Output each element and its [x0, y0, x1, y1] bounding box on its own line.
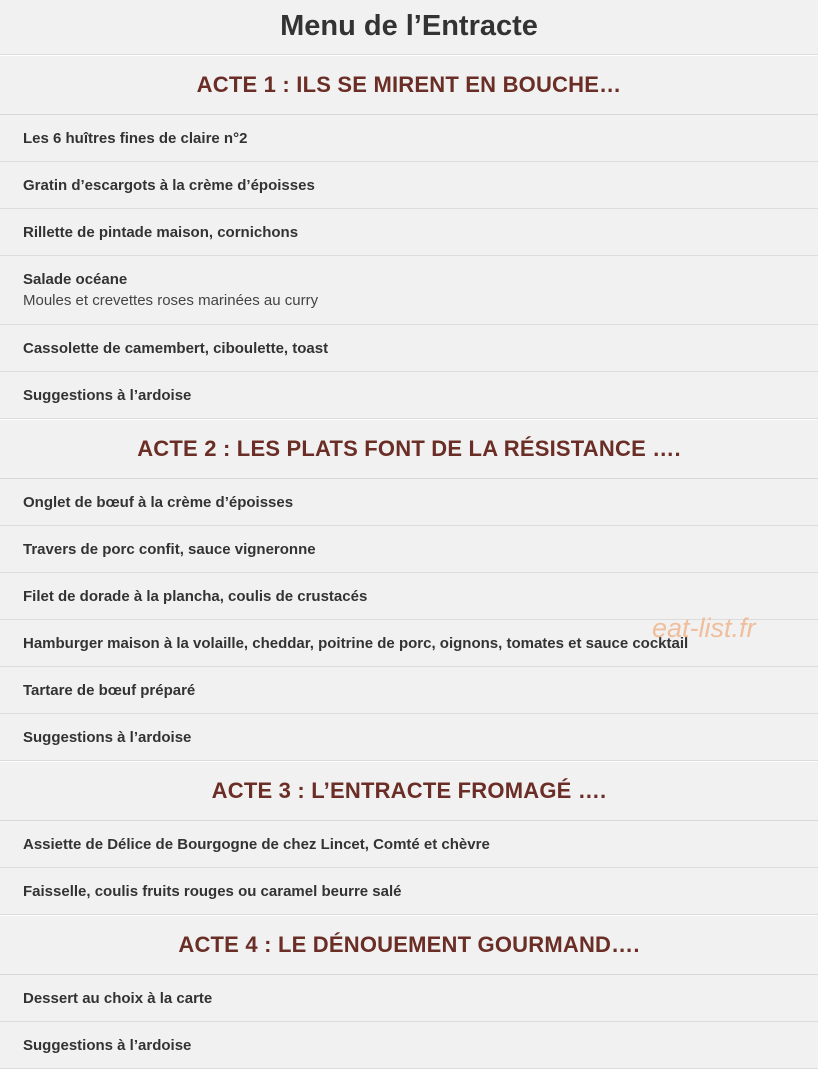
menu-item-name: Faisselle, coulis fruits rouges ou caramel beurre salé — [23, 882, 402, 900]
watermark: eat-list.fr — [652, 613, 756, 643]
menu-item — [0, 115, 818, 162]
section-acte-3 — [0, 761, 818, 915]
menu-item-name: Suggestions à l’ardoise — [23, 1036, 192, 1054]
menu-item — [0, 868, 818, 915]
menu-item-name: Les 6 huîtres fines de claire n°2 — [23, 129, 248, 147]
menu-item — [0, 1022, 818, 1069]
menu-item — [0, 526, 818, 573]
menu-item-name: Rillette de pintade maison, cornichons — [23, 223, 299, 241]
menu-item-name: Tartare de bœuf préparé — [23, 681, 196, 699]
section-title: ACTE 4 : LE DÉNOUEMENT GOURMAND…. — [0, 915, 818, 975]
menu-item — [0, 209, 818, 256]
menu-item — [0, 975, 818, 1022]
section-title: ACTE 2 : LES PLATS FONT DE LA RÉSISTANCE …. — [0, 419, 818, 479]
menu-item-name: Cassolette de camembert, ciboulette, toast — [23, 339, 329, 357]
menu-item — [0, 479, 818, 526]
menu-item — [0, 620, 818, 667]
menu-item-name: Assiette de Délice de Bourgogne de chez Lincet, Comté et chèvre — [23, 835, 490, 853]
menu-item — [0, 372, 818, 419]
menu-item — [0, 256, 818, 325]
section-acte-4 — [0, 915, 818, 1069]
menu-item-name: Hamburger maison à la volaille, cheddar, poitrine de porc, oignons, tomates et sauce cocktail — [23, 634, 689, 652]
menu-item-name: Dessert au choix à la carte — [23, 989, 213, 1007]
menu-item — [0, 667, 818, 714]
menu-item-description: Moules et crevettes roses marinées au curry — [23, 292, 319, 309]
menu-item-name: Travers de porc confit, sauce vigneronne — [23, 540, 316, 558]
menu-item-name: Salade océane — [23, 271, 128, 288]
menu-item-name: Onglet de bœuf à la crème d’époisses — [23, 493, 294, 511]
menu-item — [0, 325, 818, 372]
section-title: ACTE 3 : L’ENTRACTE FROMAGÉ …. — [0, 761, 818, 821]
menu-item — [0, 162, 818, 209]
menu-item-name: Gratin d’escargots à la crème d’époisses — [23, 176, 315, 194]
page-title: Menu de l’Entracte — [0, 0, 818, 55]
section-acte-1 — [0, 55, 818, 419]
menu-item — [0, 573, 818, 620]
menu-item-name: Suggestions à l’ardoise — [23, 386, 192, 404]
section-title: ACTE 1 : ILS SE MIRENT EN BOUCHE… — [0, 55, 818, 115]
menu-item-name: Filet de dorade à la plancha, coulis de crustacés — [23, 587, 368, 605]
menu-item-name: Suggestions à l’ardoise — [23, 728, 192, 746]
menu-item — [0, 714, 818, 761]
section-acte-2 — [0, 419, 818, 761]
menu-item — [0, 821, 818, 868]
